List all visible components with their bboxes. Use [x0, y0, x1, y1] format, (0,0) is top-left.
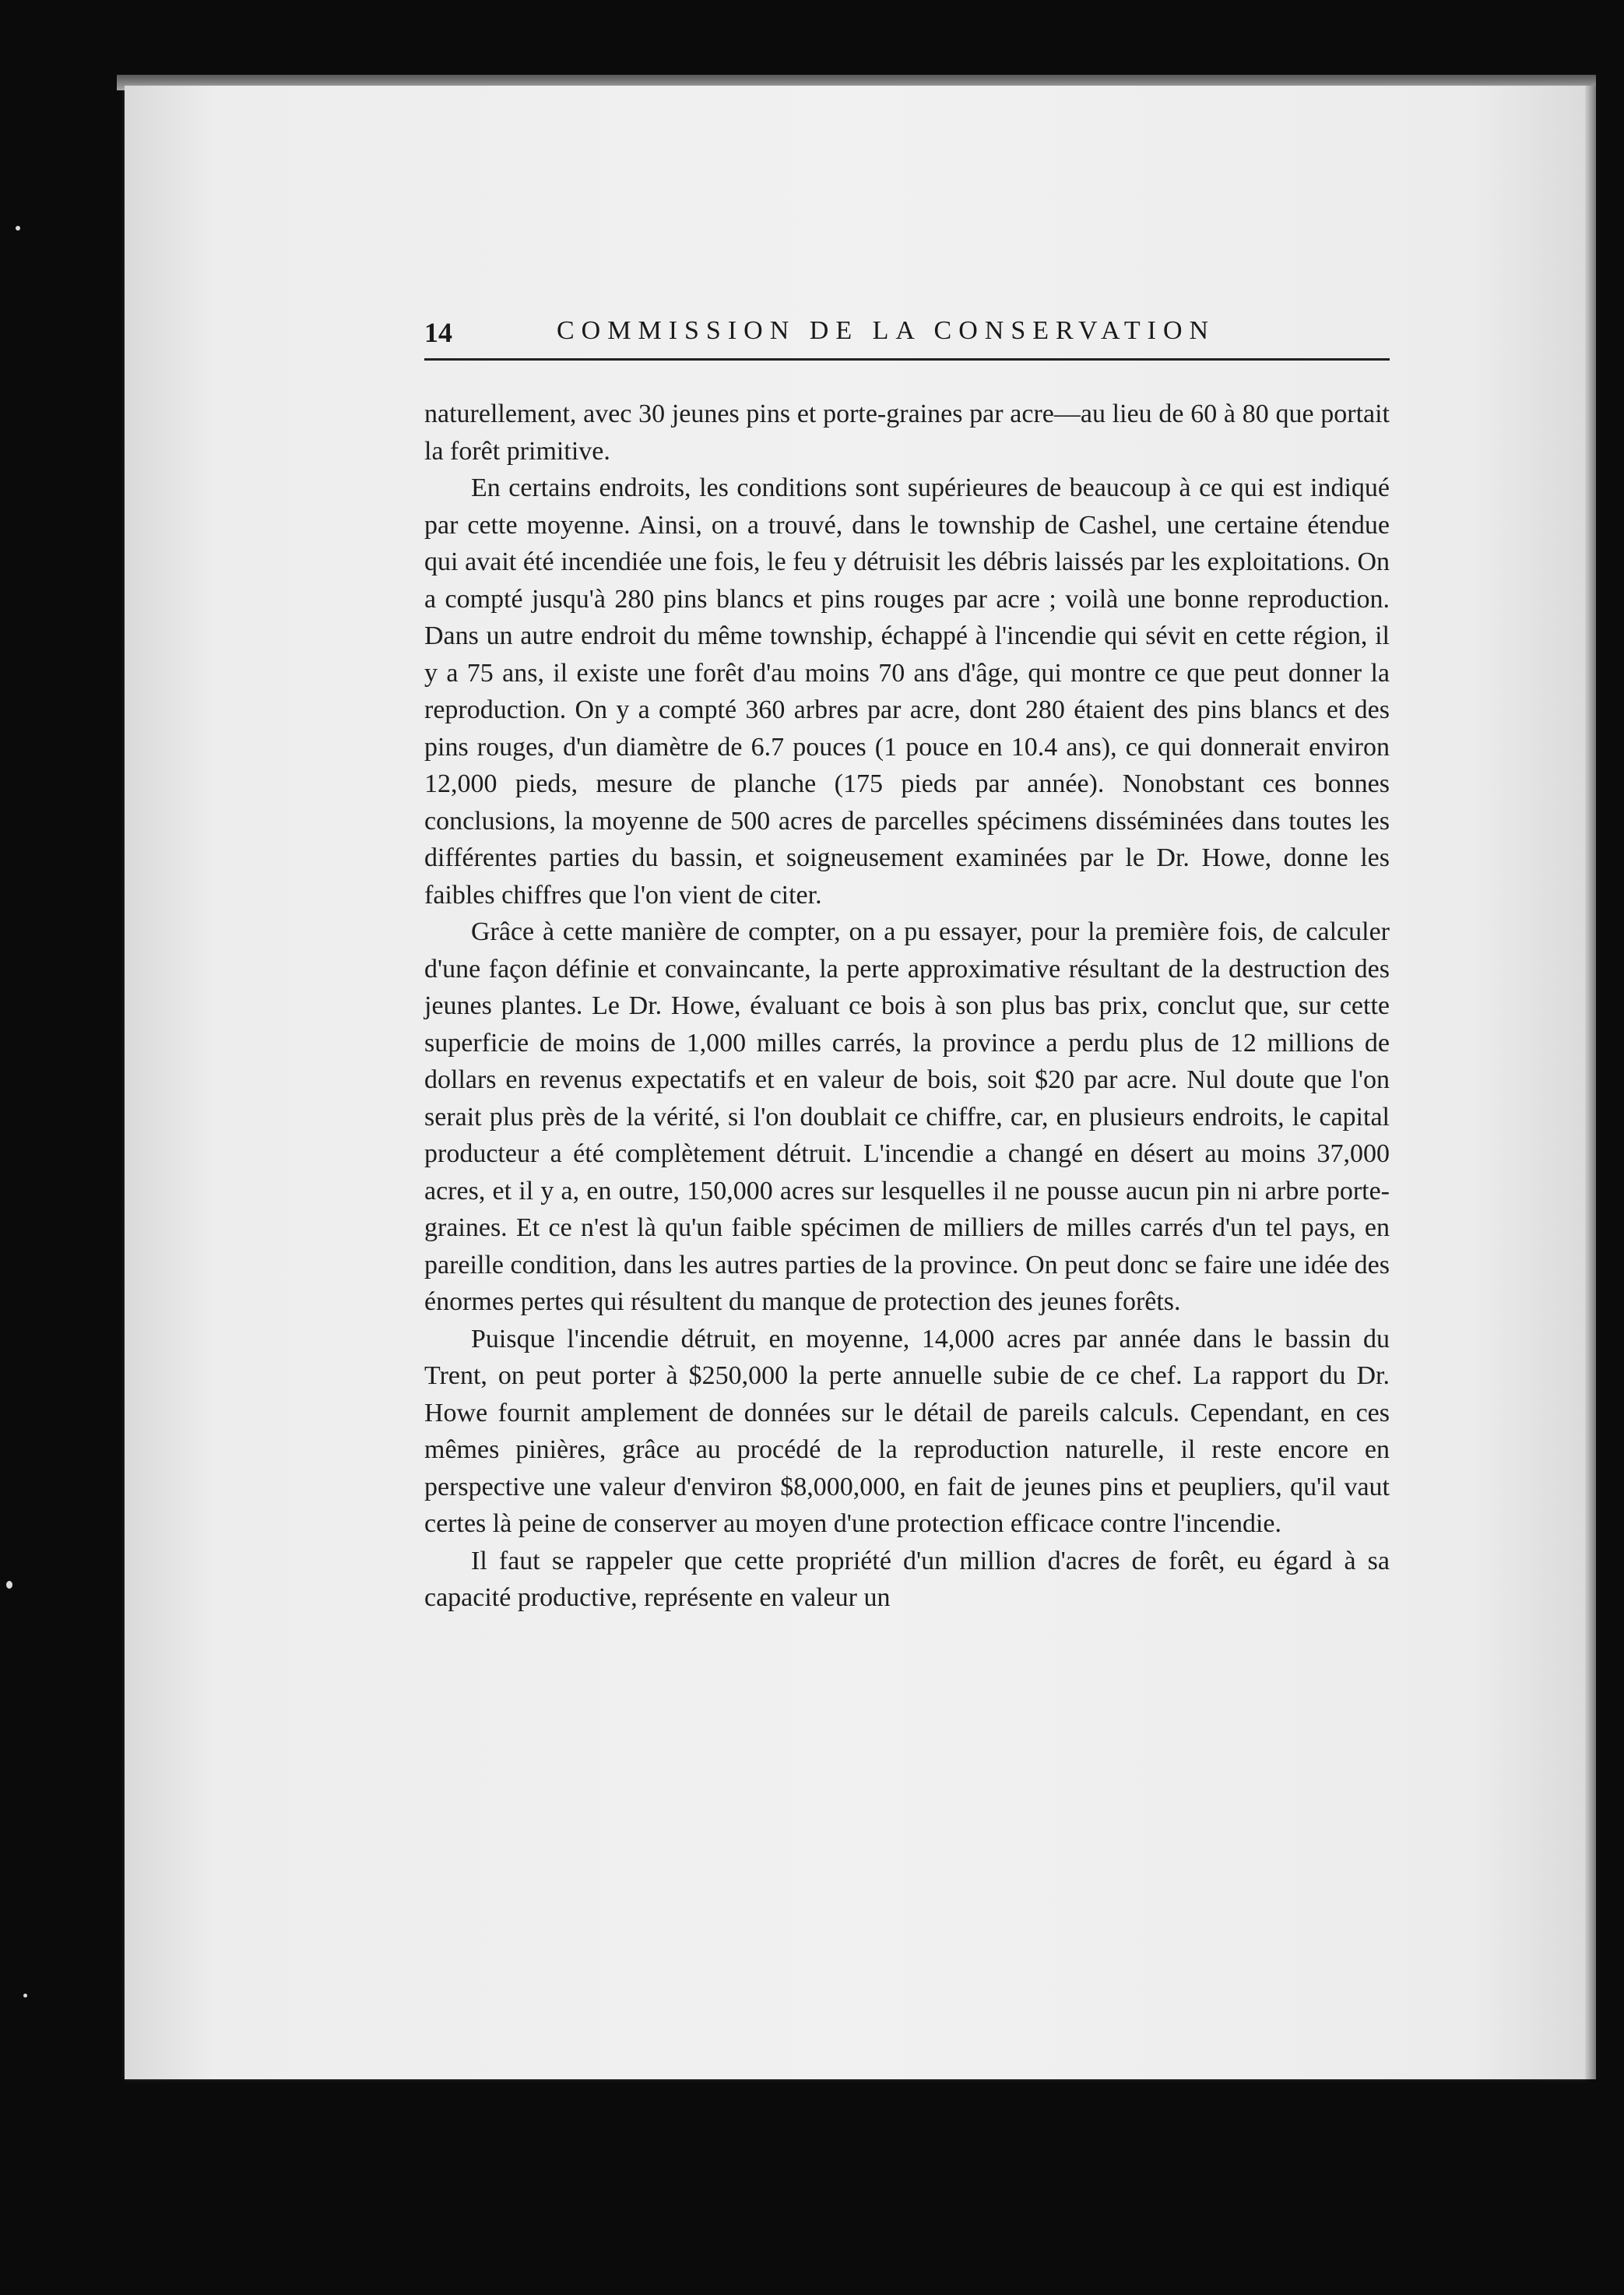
- header-rule: [424, 358, 1390, 361]
- dust-speck: [6, 1581, 12, 1589]
- paragraph-1: naturellement, avec 30 jeunes pins et porte-graines par acre—au lieu de 60 à 80 que portait la forêt primitive.: [424, 400, 1390, 466]
- paragraph-3: Grâce à cette manière de compter, on a pu essayer, pour la première fois, de calculer d'une façon définie et convaincante, la perte approximative résultant de la destruction des jeunes plantes. Le Dr. Howe, évaluant ce bois à son plus bas prix, conclut que, sur cette superficie de moins de 1,000 milles carrés, la province a perdu plus de 12 millions de dollars en revenus expectatifs et en valeur de bois, soit $20 par acre. Nul doute que l'on serait plus près de la vérité, si l'on doublait ce chiffre, car, en plusieurs endroits, le capital producteur a été complètement détruit. L'incendie a changé en désert au moins 37,000 acres, et il y a, en outre, 150,000 acres sur lesquelles il ne pousse aucun pin ni arbre porte-graines. Et ce n'est là qu'un faible spécimen de milliers de milles carrés d'un tel pays, en pareille condition, dans les autres parties de la province. On peut donc se faire une idée des énormes pertes qui résultent du manque de protection des jeunes forêts.: [424, 917, 1390, 1316]
- page-number: 14: [424, 317, 452, 348]
- paragraph-5: Il faut se rappeler que cette propriété d'un million d'acres de forêt, eu égard à sa capacité productive, représente en valeur un: [424, 1546, 1390, 1612]
- dust-speck: [23, 1994, 27, 1998]
- page-header: [424, 312, 1390, 358]
- paragraph-4: Puisque l'incendie détruit, en moyenne, 14,000 acres par année dans le bassin du Trent, on peut porter à $250,000 la perte annuelle subie de ce chef. La rapport du Dr. Howe fournit amplement de données sur le détail de pareils calculs. Cependant, en ces mêmes pinières, grâce au procédé de la reproduction naturelle, il reste encore en perspective une valeur d'environ $8,000,000, en fait de jeunes pins et peupliers, qu'il vaut certes là peine de conserver au moyen d'une protection efficace contre l'incendie.: [424, 1324, 1390, 1538]
- body-text: [424, 396, 1390, 1617]
- page-right-edge: [1585, 86, 1596, 2079]
- paragraph-2: En certains endroits, les conditions sont supérieures de beaucoup à ce qui est indiqué par cette moyenne. Ainsi, on a trouvé, dans le township de Cashel, une certaine étendue qui avait été incendiée une fois, le feu y détruisit les débris laissés par les exploitations. On a compté jusqu'à 280 pins blancs et pins rouges par acre ; voilà une bonne reproduction. Dans un autre endroit du même township, échappé à l'incendie qui sévit en cette région, il y a 75 ans, il existe une forêt d'au moins 70 ans d'âge, qui montre ce que peut donner la reproduction. On y a compté 360 arbres par acre, dont 280 étaient des pins blancs et des pins rouges, d'un diamètre de 6.7 pouces (1 pouce en 10.4 ans), ce qui donnerait environ 12,000 pieds, mesure de planche (175 pieds par année). Nonobstant ces bonnes conclusions, la moyenne de 500 acres de parcelles spécimens disséminées dans toutes les différentes parties du bassin, et soigneusement examinées par le Dr. Howe, donne les faibles chiffres que l'on vient de citer.: [424, 473, 1390, 910]
- dust-speck: [16, 226, 20, 231]
- running-title: COMMISSION DE LA CONSERVATION: [557, 316, 1216, 345]
